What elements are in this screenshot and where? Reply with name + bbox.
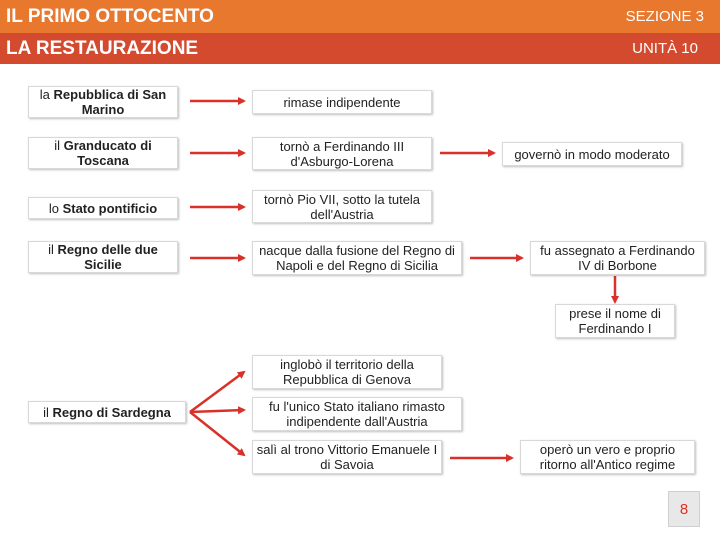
event-due-sicilie: nacque dalla fusione del Regno di Napoli e del Regno di Sicilia — [252, 241, 462, 275]
event-sardegna-3-next: operò un vero e proprio ritorno all'Antico regime — [520, 440, 695, 474]
state-prefix: il — [48, 242, 58, 257]
state-sardegna — [28, 401, 186, 423]
state-toscana — [28, 137, 178, 169]
state-prefix: la — [39, 87, 54, 102]
unit-label: UNITÀ 10 — [632, 40, 698, 57]
page-number: 8 — [668, 491, 700, 527]
chapter-title: IL PRIMO OTTOCENTO — [6, 6, 214, 27]
lesson-title: LA RESTAURAZIONE — [6, 38, 199, 59]
event-pontificio: tornò Pio VII, sotto la tutela dell'Austria — [252, 190, 432, 223]
state-name: Regno delle due Sicilie — [57, 242, 158, 272]
state-name: Granducato di Toscana — [63, 138, 152, 168]
event-san-marino: rimase indipendente — [252, 90, 432, 114]
state-prefix: lo — [48, 200, 63, 216]
section-label: SEZIONE 3 — [625, 8, 704, 25]
state-pontificio — [28, 197, 178, 219]
state-san-marino — [28, 86, 178, 118]
event-toscana: tornò a Ferdinando III d'Asburgo-Lorena — [252, 137, 432, 170]
state-prefix: il — [54, 138, 64, 153]
event-due-sicilie-final: prese il nome di Ferdinando I — [555, 304, 675, 338]
event-due-sicilie-next: fu assegnato a Ferdinando IV di Borbone — [530, 241, 705, 275]
state-name: Stato pontificio — [62, 200, 158, 216]
state-due-sicilie — [28, 241, 178, 273]
arrow-sardegna-2 — [190, 410, 244, 412]
arrow-sardegna-3 — [190, 412, 244, 455]
state-name: Regno di Sardegna — [52, 404, 171, 420]
arrow-sardegna-1 — [190, 372, 244, 412]
event-toscana-next: governò in modo moderato — [502, 142, 682, 166]
event-sardegna-1: inglobò il territorio della Repubblica di Genova — [252, 355, 442, 389]
event-sardegna-3: salì al trono Vittorio Emanuele I di Savoia — [252, 440, 442, 474]
state-name: Repubblica di San Marino — [53, 87, 167, 117]
event-sardegna-2: fu l'unico Stato italiano rimasto indipendente dall'Austria — [252, 397, 462, 431]
state-prefix: il — [43, 404, 53, 420]
